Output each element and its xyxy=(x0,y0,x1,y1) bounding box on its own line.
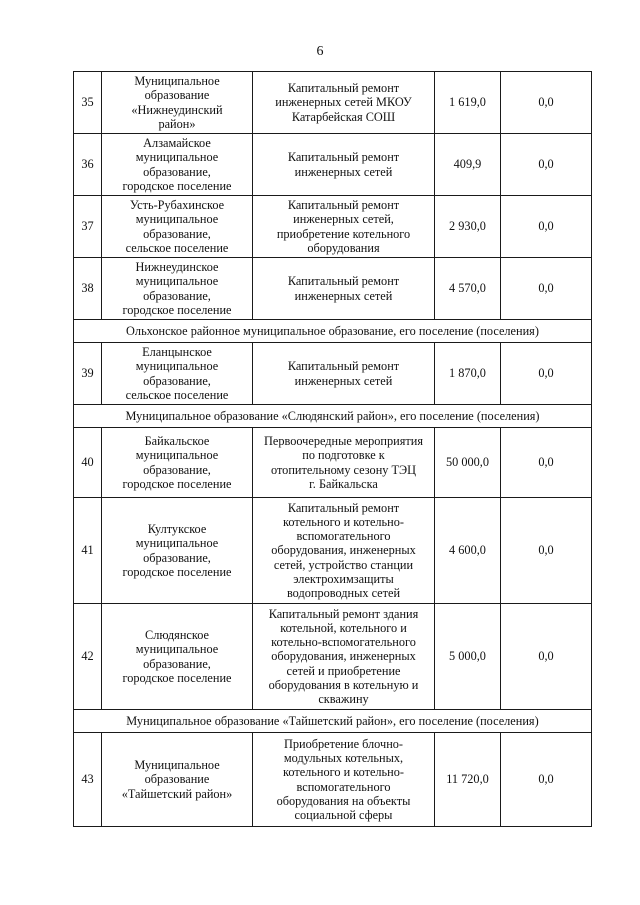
municipality-name-line: Нижнеудинское xyxy=(135,260,219,275)
work-description-line: Катарбейская СОШ xyxy=(291,109,396,124)
municipality-name-line: образование, xyxy=(143,288,211,303)
municipality-name-line: образование, xyxy=(143,226,211,241)
row-number: 37 xyxy=(74,196,102,258)
municipality-name-line: Еланцынское xyxy=(142,345,212,360)
municipality-name-line: муниципальное xyxy=(135,150,219,165)
row-number: 38 xyxy=(74,258,102,320)
municipality-name-line: муниципальное xyxy=(135,536,219,551)
table-row xyxy=(74,196,592,258)
amount-value: 2 930,0 xyxy=(435,196,501,258)
work-description-line: оборудования xyxy=(307,240,380,255)
amount-value: 5 000,0 xyxy=(435,604,501,710)
work-description-line: котельно-вспомогательного xyxy=(271,635,416,650)
work-description-line: котельного и котельно- xyxy=(283,514,404,529)
municipality-name-line: муниципальное xyxy=(135,642,219,657)
work-description-line: электрохимзащиты xyxy=(293,571,394,586)
table-row xyxy=(74,604,592,710)
work-description-line: Капитальный ремонт xyxy=(287,150,400,165)
secondary-value: 0,0 xyxy=(501,604,592,710)
amount-value: 4 570,0 xyxy=(435,258,501,320)
secondary-value: 0,0 xyxy=(501,196,592,258)
secondary-value: 0,0 xyxy=(501,258,592,320)
row-number: 42 xyxy=(74,604,102,710)
amount-value: 4 600,0 xyxy=(435,498,501,604)
work-description-line: оборудования в котельную и xyxy=(268,677,419,692)
secondary-value: 0,0 xyxy=(501,72,592,134)
municipality-name xyxy=(102,733,253,827)
municipality-name-line: городское поселение xyxy=(122,564,232,579)
secondary-value: 0,0 xyxy=(501,428,592,498)
municipality-name-line: Муниципальное xyxy=(134,758,220,773)
work-description xyxy=(253,72,435,134)
work-description-line: инженерных сетей xyxy=(294,164,393,179)
municipality-name-line: Слюдянское xyxy=(145,628,209,643)
municipality-name-line: сельское поселение xyxy=(125,387,229,402)
table-row xyxy=(74,134,592,196)
table-row xyxy=(74,498,592,604)
work-description-line: оборудования, инженерных xyxy=(271,649,416,664)
municipality-name-line: Усть-Рубахинское xyxy=(129,198,225,213)
municipality-name xyxy=(102,428,253,498)
work-description-line: Капитальный ремонт xyxy=(287,500,400,515)
work-description xyxy=(253,196,435,258)
section-title: Ольхонское районное муниципальное образование, его поселение (поселения) xyxy=(74,320,592,343)
work-description-line: котельной, котельного и xyxy=(280,620,407,635)
section-title: Муниципальное образование «Тайшетский район», его поселение (поселения) xyxy=(74,710,592,733)
work-description-line: по подготовке к xyxy=(302,448,385,463)
municipality-name xyxy=(102,343,253,405)
section-row xyxy=(74,320,592,343)
table-body xyxy=(74,72,592,827)
work-description-line: Капитальный ремонт xyxy=(287,274,400,289)
municipality-name-line: городское поселение xyxy=(122,476,232,491)
work-description-line: инженерных сетей, xyxy=(293,212,394,227)
municipality-name-line: городское поселение xyxy=(122,670,232,685)
row-number: 40 xyxy=(74,428,102,498)
table-row xyxy=(74,733,592,827)
municipality-name-line: образование xyxy=(144,772,210,787)
work-description-line: инженерных сетей xyxy=(294,288,393,303)
work-description-line: Первоочередные мероприятия xyxy=(263,434,424,449)
table-row xyxy=(74,72,592,134)
work-description-line: сетей и приобретение xyxy=(286,663,401,678)
work-description xyxy=(253,733,435,827)
work-description-line: Приобретение блочно- xyxy=(283,736,404,751)
municipality-name-line: образование xyxy=(144,88,210,103)
table-row xyxy=(74,343,592,405)
row-number: 39 xyxy=(74,343,102,405)
work-description-line: модульных котельных, xyxy=(283,751,404,766)
work-description-line: оборудования на объекты xyxy=(276,793,411,808)
secondary-value: 0,0 xyxy=(501,343,592,405)
municipality-name-line: Култукское xyxy=(147,522,207,537)
row-number: 43 xyxy=(74,733,102,827)
municipality-name-line: «Тайшетский район» xyxy=(121,786,233,801)
work-description xyxy=(253,258,435,320)
municipality-name-line: образование, xyxy=(143,462,211,477)
secondary-value: 0,0 xyxy=(501,498,592,604)
work-description-line: вспомогательного xyxy=(296,779,391,794)
municipality-name-line: Байкальское xyxy=(144,434,210,449)
municipality-name-line: образование, xyxy=(143,164,211,179)
section-row xyxy=(74,710,592,733)
work-description-line: инженерных сетей xyxy=(294,373,393,388)
work-description-line: Капитальный ремонт xyxy=(287,81,400,96)
work-description-line: вспомогательного xyxy=(296,529,391,544)
municipality-name-line: муниципальное xyxy=(135,448,219,463)
municipality-name xyxy=(102,72,253,134)
section-title: Муниципальное образование «Слюдянский район», его поселение (поселения) xyxy=(74,405,592,428)
municipality-name-line: городское поселение xyxy=(122,178,232,193)
work-description-line: г. Байкальска xyxy=(309,476,378,491)
work-description-line: отопительному сезону ТЭЦ xyxy=(270,462,417,477)
municipality-name xyxy=(102,258,253,320)
municipality-name-line: Алзамайское xyxy=(143,136,211,151)
municipality-name-line: городское поселение xyxy=(122,302,232,317)
municipality-name xyxy=(102,134,253,196)
municipality-name xyxy=(102,498,253,604)
municipality-name-line: муниципальное xyxy=(135,359,219,374)
work-description-line: скважину xyxy=(318,692,369,706)
work-description xyxy=(253,498,435,604)
work-description-line: водопроводных сетей xyxy=(286,586,401,600)
municipality-name-line: сельское поселение xyxy=(125,240,229,255)
municipality-name xyxy=(102,196,253,258)
work-description-line: Капитальный ремонт xyxy=(287,198,400,213)
section-row xyxy=(74,405,592,428)
amount-value: 11 720,0 xyxy=(435,733,501,827)
work-description-line: Капитальный ремонт здания xyxy=(268,606,419,621)
row-number: 41 xyxy=(74,498,102,604)
work-description-line: инженерных сетей МКОУ xyxy=(275,95,412,110)
amount-value: 50 000,0 xyxy=(435,428,501,498)
municipality-name xyxy=(102,604,253,710)
municipality-name-line: образование, xyxy=(143,656,211,671)
page-number: 6 xyxy=(316,44,324,59)
work-description-line: сетей, устройство станции xyxy=(273,557,414,572)
municipality-name-line: Муниципальное xyxy=(134,74,220,89)
work-description-line: котельного и котельно- xyxy=(283,765,404,780)
work-description-line: приобретение котельного xyxy=(276,226,411,241)
work-description xyxy=(253,343,435,405)
municipality-name-line: «Нижнеудинский xyxy=(131,102,223,117)
amount-value: 409,9 xyxy=(435,134,501,196)
municipality-name-line: муниципальное xyxy=(135,212,219,227)
municipality-name-line: район» xyxy=(158,116,196,131)
funding-table xyxy=(73,71,592,827)
work-description-line: социальной сферы xyxy=(294,807,393,822)
row-number: 36 xyxy=(74,134,102,196)
secondary-value: 0,0 xyxy=(501,733,592,827)
table-row xyxy=(74,428,592,498)
secondary-value: 0,0 xyxy=(501,134,592,196)
municipality-name-line: муниципальное xyxy=(135,274,219,289)
table-row xyxy=(74,258,592,320)
work-description xyxy=(253,604,435,710)
work-description-line: Капитальный ремонт xyxy=(287,359,400,374)
row-number: 35 xyxy=(74,72,102,134)
work-description-line: оборудования, инженерных xyxy=(271,543,416,558)
municipality-name-line: образование, xyxy=(143,373,211,388)
municipality-name-line: образование, xyxy=(143,550,211,565)
work-description xyxy=(253,134,435,196)
amount-value: 1 619,0 xyxy=(435,72,501,134)
work-description xyxy=(253,428,435,498)
amount-value: 1 870,0 xyxy=(435,343,501,405)
